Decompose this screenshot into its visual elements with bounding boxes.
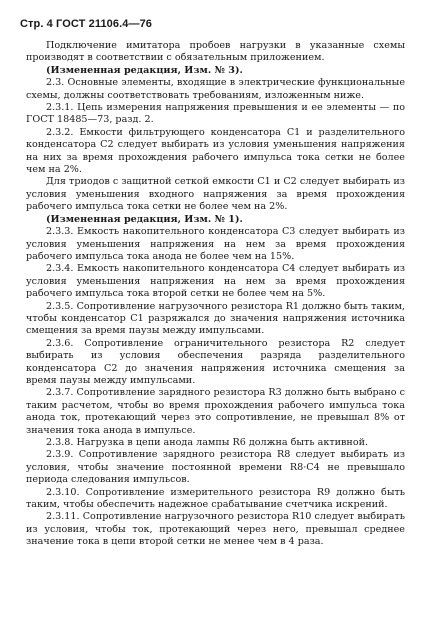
paragraph: 2.3.2. Емкости фильтрующего конденсатора C1 и разделительного конденсатора C2 следует выбирать из условия уменьшения напряжения на них за время прохождения рабочего импульса тока сетки не более чем на 2%. [26, 126, 405, 176]
paragraph: 2.3.5. Сопротивление нагрузочного резистора R1 должно быть таким, чтобы конденсатор C1 разряжался до значения напряжения источника смещения за время паузы между импульсами. [26, 300, 405, 337]
paragraph: 2.3.3. Емкость накопительного конденсатора C3 следует выбирать из условия уменьшения напряжения на нем за время прохождения рабочего импульса тока анода не более чем на 15%. [26, 226, 405, 262]
paragraph: (Измененная редакция, Изм. № 3). [46, 64, 243, 76]
paragraph: 2.3.11. Сопротивление нагрузочного резистора R10 следует выбирать из условия, чтобы ток, протекающий через него, превышал среднее значение тока в цепи второй сетки не менее чем в 4 раза. [26, 511, 405, 548]
paragraph: 2.3.7. Сопротивление зарядного резистора R3 должно быть выбрано с таким расчетом, чтобы во время прохождения рабочего импульса тока анода ток, протекающий через это сопротивление, не превышал 8% от значения тока анода в импульсе. [26, 387, 405, 436]
paragraph: 2.3.4. Емкость накопительного конденсатора C4 следует выбирать из условия уменьшения напряжения на нем за время прохождения рабочего импульса тока второй сетки не более чем на 5%. [26, 263, 405, 300]
paragraph: 2.3. Основные элементы, входящие в электрические функциональные схемы, должны соответствовать требованиям, изложенным ниже. [26, 77, 405, 101]
paragraph: 2.3.9. Сопротивление зарядного резистора R8 следует выбирать из условия, чтобы значение постоянной времени R8·C4 не превышало периода следования импульсов. [26, 449, 405, 486]
paragraph: Подключение имитатора пробоев нагрузки в указанные схемы производят в соответствии с обязательным приложением. [26, 40, 405, 64]
paragraph: 2.3.1. Цепь измерения напряжения превышения и ее элементы — по ГОСТ 18485—73, разд. 2. [26, 102, 405, 126]
paragraph: 2.3.8. Нагрузка в цепи анода лампы R6 должна быть активной. [46, 437, 369, 448]
paragraph: 2.3.10. Сопротивление измерительного резистора R9 должно быть таким, чтобы обеспечить надежное срабатывание счетчика искрений. [26, 486, 405, 511]
page-header: Стр. 4 ГОСТ 21106.4—76 [20, 18, 153, 30]
paragraph: (Измененная редакция, Изм. № 1). [46, 213, 243, 225]
paragraph: Для триодов с защитной сеткой емкости C1 и C2 следует выбирать из условия уменьшения входного напряжения за время прохождения рабочего импульса тока сетки не более чем на 2%. [26, 176, 405, 213]
paragraph: 2.3.6. Сопротивление ограничительного резистора R2 следует выбирать из условия обеспечения разряда разделительного конденсатора C2 до значения напряжения источника смещения за время паузы между импульсами. [26, 337, 405, 386]
document-body [26, 40, 405, 549]
